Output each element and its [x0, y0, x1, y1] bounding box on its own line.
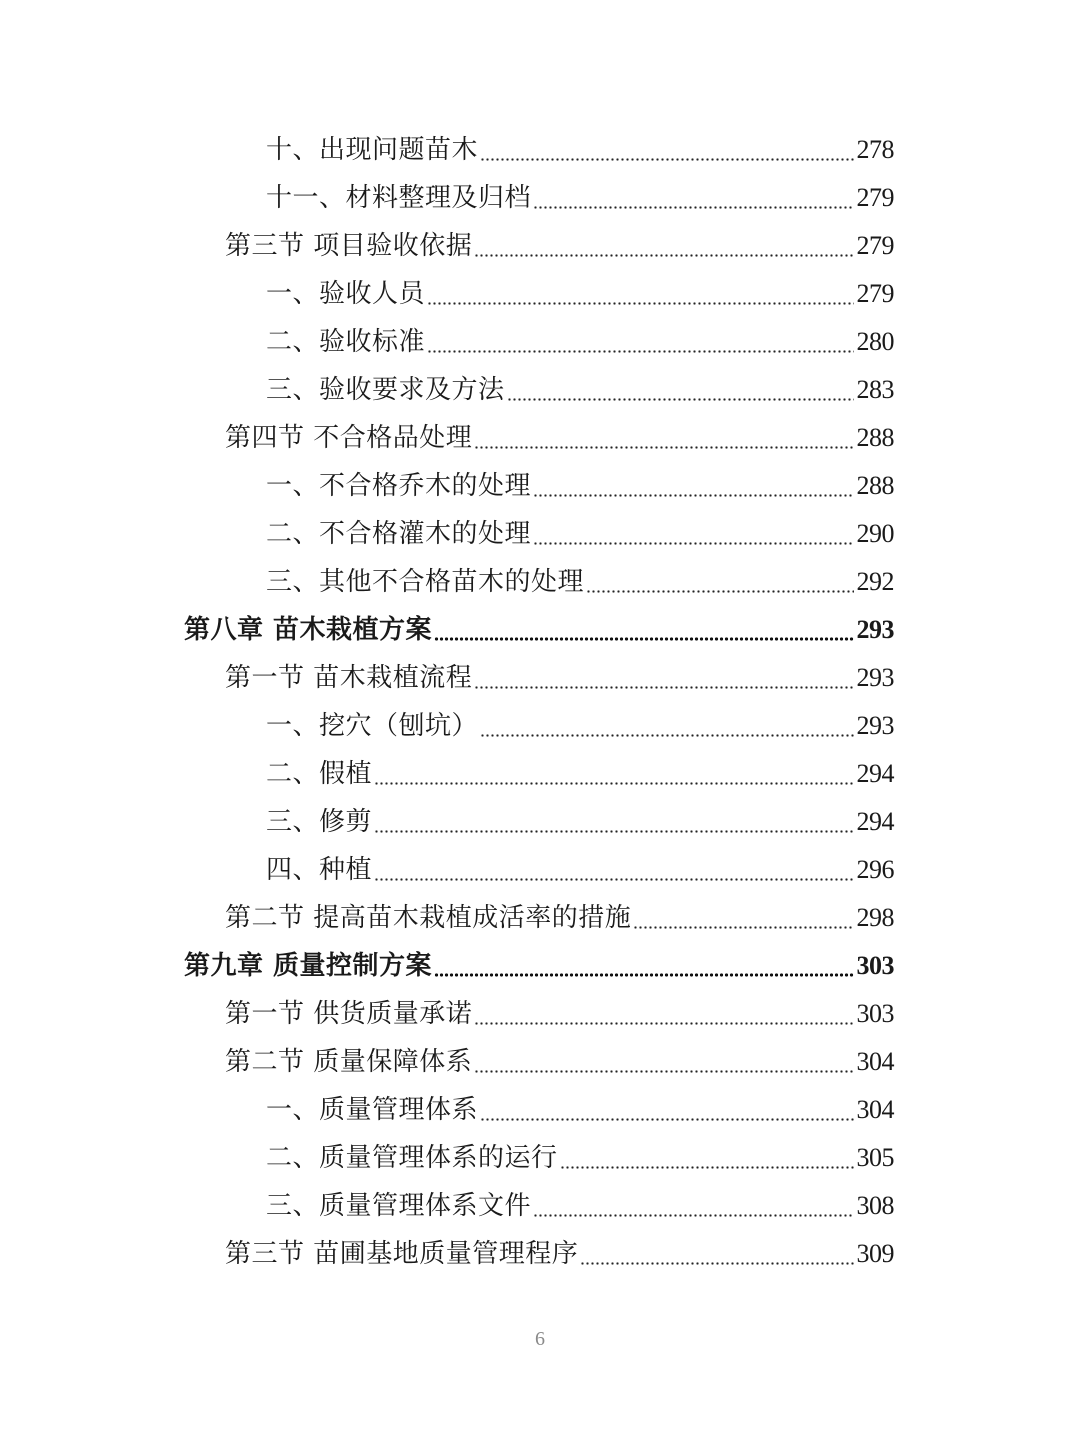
toc-leader-dots	[434, 973, 853, 977]
toc-entry[interactable]	[0, 270, 1080, 318]
toc-entry-title: 二、假植	[266, 759, 373, 789]
toc-entry-page: 303	[856, 999, 894, 1028]
toc-entry[interactable]	[0, 366, 1080, 414]
toc-entry-title: 一、质量管理体系	[266, 1095, 479, 1125]
toc-entry[interactable]	[0, 1134, 1080, 1182]
toc-entry-page: 279	[856, 279, 894, 308]
toc-leader-dots	[474, 446, 853, 449]
toc-entry-page: 280	[856, 327, 894, 356]
toc-entry-title: 十一、材料整理及归档	[266, 183, 532, 213]
toc-leader-dots	[507, 398, 854, 401]
toc-entry-title: 十、出现问题苗木	[266, 135, 479, 165]
toc-entry-page: 304	[856, 1047, 894, 1076]
toc-entry[interactable]	[0, 798, 1080, 846]
toc-leader-dots	[560, 1166, 854, 1169]
toc-entry-page: 308	[856, 1191, 894, 1220]
toc-entry-title: 第三节 苗圃基地质量管理程序	[225, 1239, 579, 1269]
toc-entry-page: 304	[856, 1095, 894, 1124]
toc-entry[interactable]	[0, 318, 1080, 366]
toc-entry-title: 二、验收标准	[266, 327, 426, 357]
toc-entry-title: 三、其他不合格苗木的处理	[266, 567, 585, 597]
toc-entry[interactable]	[0, 1038, 1080, 1086]
toc-entry-page: 293	[856, 615, 894, 644]
toc-entry-title: 三、质量管理体系文件	[266, 1191, 532, 1221]
toc-leader-dots	[474, 686, 853, 689]
toc-leader-dots	[533, 1214, 853, 1217]
toc-entry-title: 四、种植	[266, 855, 373, 885]
toc-entry-page: 279	[856, 183, 894, 212]
toc-entry-page: 305	[856, 1143, 894, 1172]
toc-chapter-entry[interactable]	[0, 606, 1080, 654]
toc-leader-dots	[533, 542, 853, 545]
toc-entry-title: 三、验收要求及方法	[266, 375, 505, 405]
toc-entry-title: 一、挖穴（刨坑）	[266, 711, 479, 741]
toc-entry[interactable]	[0, 174, 1080, 222]
toc-entry-page: 294	[856, 759, 894, 788]
toc-entry-page: 293	[856, 711, 894, 740]
toc-entry[interactable]	[0, 462, 1080, 510]
toc-leader-dots	[474, 1022, 853, 1025]
toc-entry[interactable]	[0, 990, 1080, 1038]
toc-leader-dots	[480, 1118, 853, 1121]
toc-entry-page: 298	[856, 903, 894, 932]
toc-leader-dots	[474, 1070, 853, 1073]
toc-entry-page: 303	[856, 951, 894, 980]
toc-leader-dots	[434, 637, 853, 641]
toc-entry[interactable]	[0, 654, 1080, 702]
toc-leader-dots	[374, 782, 853, 785]
toc-leader-dots	[427, 302, 853, 305]
toc-entry[interactable]	[0, 1230, 1080, 1278]
toc-entry-page: 288	[856, 423, 894, 452]
toc-entry-page: 278	[856, 135, 894, 164]
toc-entry[interactable]	[0, 894, 1080, 942]
toc-entry-page: 279	[856, 231, 894, 260]
toc-entry-page: 293	[856, 663, 894, 692]
toc-entry-title: 一、验收人员	[266, 279, 426, 309]
toc-entry-page: 290	[856, 519, 894, 548]
toc-leader-dots	[580, 1262, 853, 1265]
toc-entry[interactable]	[0, 558, 1080, 606]
toc-leader-dots	[533, 206, 853, 209]
toc-entry-title: 第八章 苗木栽植方案	[184, 615, 433, 645]
toc-entry[interactable]	[0, 222, 1080, 270]
table-of-contents	[0, 126, 1080, 1278]
toc-leader-dots	[633, 926, 853, 929]
toc-entry-title: 二、不合格灌木的处理	[266, 519, 532, 549]
toc-entry-page: 309	[856, 1239, 894, 1268]
toc-entry[interactable]	[0, 702, 1080, 750]
toc-chapter-entry[interactable]	[0, 942, 1080, 990]
toc-entry-page: 296	[856, 855, 894, 884]
toc-entry-page: 288	[856, 471, 894, 500]
toc-entry-title: 第九章 质量控制方案	[184, 951, 433, 981]
toc-entry[interactable]	[0, 126, 1080, 174]
toc-entry-title: 第一节 供货质量承诺	[225, 999, 473, 1029]
toc-leader-dots	[474, 254, 853, 257]
toc-entry[interactable]	[0, 750, 1080, 798]
toc-entry-title: 第二节 提高苗木栽植成活率的措施	[225, 903, 632, 933]
page-number: 6	[535, 1328, 545, 1350]
toc-entry-title: 第四节 不合格品处理	[225, 423, 473, 453]
toc-entry-page: 294	[856, 807, 894, 836]
toc-leader-dots	[374, 878, 853, 881]
toc-entry-title: 第三节 项目验收依据	[225, 231, 473, 261]
toc-leader-dots	[480, 158, 853, 161]
toc-entry[interactable]	[0, 510, 1080, 558]
toc-entry-page: 292	[856, 567, 894, 596]
toc-entry-title: 第一节 苗木栽植流程	[225, 663, 473, 693]
toc-entry-page: 283	[856, 375, 894, 404]
toc-leader-dots	[374, 830, 853, 833]
toc-entry-title: 一、不合格乔木的处理	[266, 471, 532, 501]
toc-entry-title: 三、修剪	[266, 807, 373, 837]
toc-entry-title: 第二节 质量保障体系	[225, 1047, 473, 1077]
toc-entry-title: 二、质量管理体系的运行	[266, 1143, 558, 1173]
toc-leader-dots	[427, 350, 853, 353]
toc-leader-dots	[586, 590, 853, 593]
toc-entry[interactable]	[0, 1086, 1080, 1134]
toc-entry[interactable]	[0, 414, 1080, 462]
toc-leader-dots	[533, 494, 853, 497]
toc-entry[interactable]	[0, 1182, 1080, 1230]
toc-leader-dots	[480, 734, 853, 737]
toc-entry[interactable]	[0, 846, 1080, 894]
